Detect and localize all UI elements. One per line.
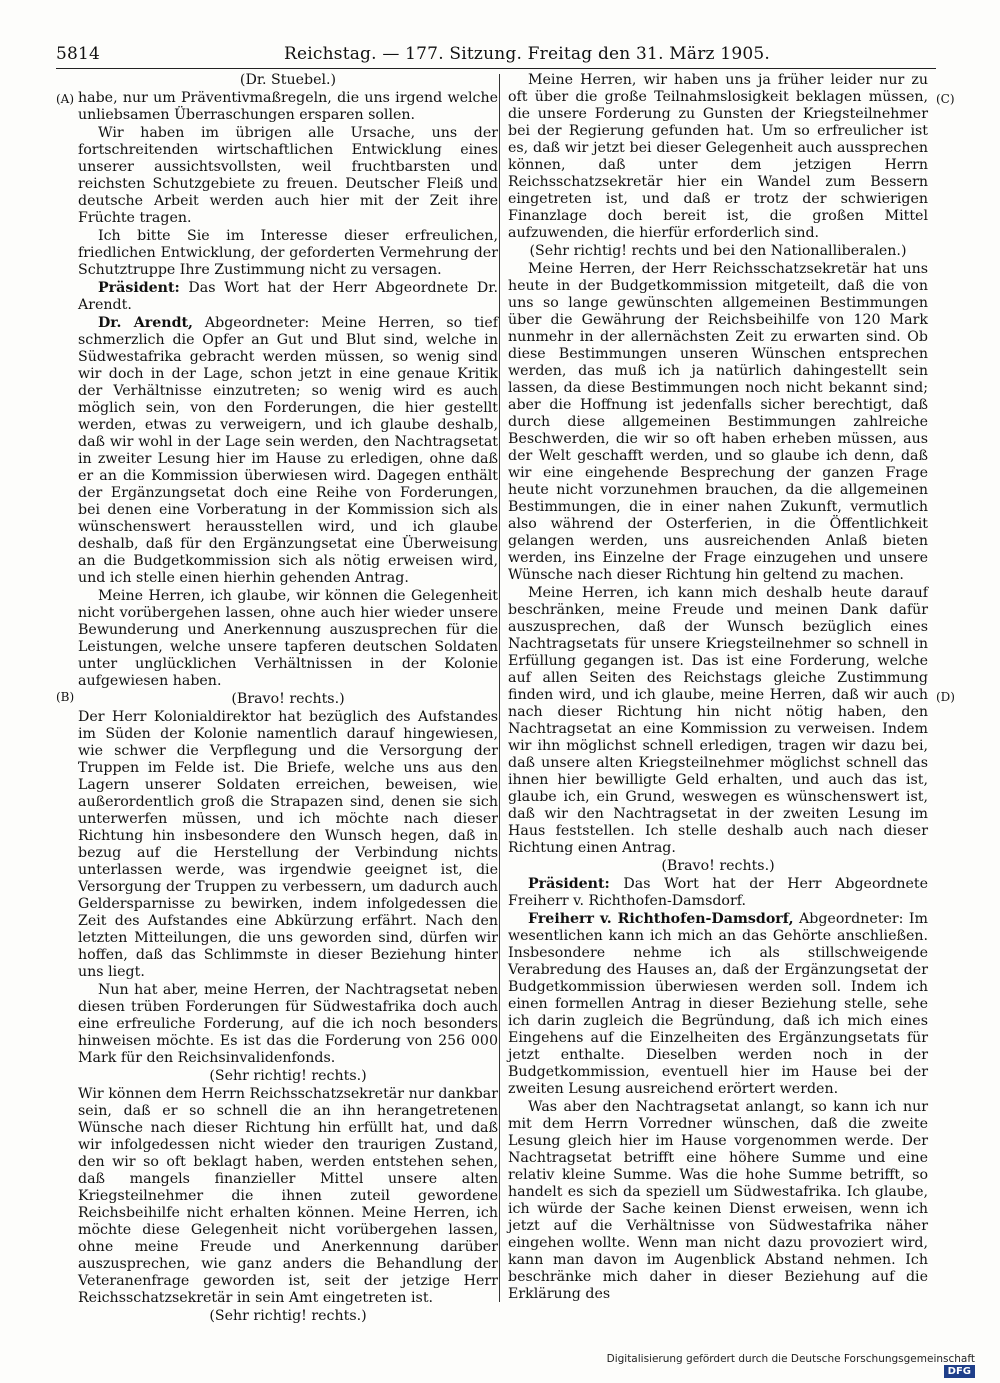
speaker-name: Dr. Arendt, [98, 315, 193, 331]
paragraph: Der Herr Kolonialdirektor hat bezüglich des Aufstandes im Süden der Kolonie namentlich darauf hingewiesen, wie schwer die Verpflegung und die Versorgung der Truppen im Felde ist. Die Briefe, welche uns aus den Lagern unserer Soldaten erreichen, beweisen, wie außerordentlich groß die Strapazen sind, denen sie sich unterwerfen müssen, und ich möchte nach dieser Richtung hin insbesondere den Wunsch hegen, daß in bezug auf die Herstellung der Verbindung nichts unterlassen werde, was irgendwie geeignet ist, die Versorgung der Truppen zu verbessern, um dadurch auch Geldersparnisse zu bewirken, indem infolgedessen die Zeit des Aufstandes eine Abkürzung erfährt. Nach den letzten Mitteilungen, die uns geworden sind, dürfen wir hoffen, daß das Schlimmste in dieser Beziehung hinter uns liegt. [78, 709, 498, 980]
column-divider [499, 74, 500, 1302]
paragraph: Meine Herren, der Herr Reichsschatzsekretär hat uns heute in der Budgetkommission mitgeteilt, daß die von uns so lange gewünschten allgemeinen Bestimmungen über die Gewährung der Reichsbeihilfe von 120 Mark nunmehr in der allernächsten Zeit zu erwarten sind. Ob diese Bestimmungen unseren Wünschen entsprechen werden, das muß ich ja natürlich dahingestellt sein lassen, da diese Bestimmungen noch nicht bekannt sind; aber die Hoffnung ist jedenfalls sicher berechtigt, daß durch diese allgemeinen Bestimmungen zahlreiche Beschwerden, die wir so oft haben erheben müssen, aus der Welt geschafft werden, und so glaube ich denn, daß wir eine eingehende Besprechung der ganzen Frage heute nicht vorzunehmen brauchen, da die allgemeinen Bestimmungen, die in einer nahen Zukunft, vermutlich also während der Osterferien, in die Öffentlichkeit gelangen werden, uns ausreichenden Anlaß bieten werden, ins Einzelne der Frage einzugehen und unsere Wünsche nach dieser Richtung hin geltend zu machen. [508, 261, 928, 583]
speech-text: Abgeordneter: Im wesentlichen kann ich mich an das Gehörte anschließen. Insbesondere nehme ich als stillschweigende Verabredung des Hauses an, daß der Ergänzungsetat der Budgetkommission überwiesen werden soll. Indem ich einen formellen Antrag in dieser Beziehung stelle, sehe ich darin zugleich die Begründung, daß ich mich eines Eingehens auf die Einzelheiten des Ergänzungsetats für jetzt enthalte. Dieselben werden noch in der Budgetkommission, eventuell hier im Hause bei der zweiten Lesung ausreichend erörtert werden. [508, 911, 928, 1097]
speech-paragraph [78, 315, 498, 587]
paragraph: Was aber den Nachtragsetat anlangt, so kann ich nur mit dem Herrn Vorredner wünschen, daß die zweite Lesung gleich hier im Hause vorgenommen werde. Der Nachtragsetat betrifft eine höhere Summe und eine relativ kleine Summe. Was die hohe Summe betrifft, so handelt es sich da speziell um Südwestafrika. Ich glaube, ich würde der Sache keinen Dienst erweisen, wenn ich jetzt auf die Verhältnisse von Südwestafrika näher eingehen wollte. Wenn man nicht dazu provoziert wird, kann man davon im Augenblick Abstand nehmen. Ich beschränke mich daher in dieser Beziehung auf die Erklärung des [508, 1099, 928, 1302]
paragraph: Meine Herren, ich glaube, wir können die Gelegenheit nicht vorübergehen lassen, ohne auch hier wieder unsere Bewunderung und Anerkennung auszusprechen für die Leistungen, welche unsere tapferen deutschen Soldaten unter unglücklichen Verhältnissen in der Kolonie aufgewiesen haben. [78, 588, 498, 689]
speaker-name: Präsident: [98, 280, 180, 296]
interjection: (Sehr richtig! rechts.) [209, 1308, 367, 1324]
speech-text: Das Wort hat der Herr Abgeordnete Dr. Arendt. [78, 280, 498, 313]
margin-marker-b: (B) [56, 690, 75, 704]
header-rule [56, 68, 936, 69]
speaker-name: Präsident: [528, 876, 610, 892]
left-column [78, 72, 498, 1324]
speech-paragraph [508, 876, 928, 910]
speech-paragraph [508, 911, 928, 1098]
interjection: (Bravo! rechts.) [231, 691, 345, 707]
interjection: (Dr. Stuebel.) [239, 72, 337, 88]
paragraph: Meine Herren, wir haben uns ja früher leider nur zu oft über die große Teilnahmslosigkeit beklagen müssen, die unsere Forderung zu Gunsten der Kriegsteilnehmer bei der Regierung gefunden hat. Um so erfreulicher ist es, daß wir jetzt bei dieser Gelegenheit auch aussprechen können, daß unter dem jetzigen Herrn Reichsschatzsekretär hier ein Wandel zum Bessern eingetreten ist, und daß er trotz der schwierigen Finanzlage doch bereit ist, die großen Mittel aufzuwenden, die hierfür erforderlich sind. [508, 72, 928, 241]
footer-credit: Digitalisierung gefördert durch die Deutsche Forschungsgemeinschaft [606, 1353, 975, 1365]
paragraph: Nun hat aber, meine Herren, der Nachtragsetat neben diesen trüben Forderungen für Südwestafrika doch auch eine erfreuliche Forderung, auf die ich noch besonders hinweisen möchte. Es ist das die Forderung von 256 000 Mark für den Reichsinvalidenfonds. [78, 982, 498, 1066]
margin-marker-c: (C) [936, 92, 955, 106]
interjection: (Sehr richtig! rechts und bei den Nationalliberalen.) [529, 243, 907, 259]
paragraph: Meine Herren, ich kann mich deshalb heute darauf beschränken, meine Freude und meinen Dank dafür auszusprechen, daß der Wunsch bezüglich eines Nachtragsetats für unsere Kriegsteilnehmer so schnell in Erfüllung gegangen ist. Das ist eine Forderung, welche auf allen Seiten des Reichstags gleiche Zustimmung finden wird, und ich glaube, meine Herren, daß wir auch nach dieser Richtung hin nicht nötig haben, den Nachtragsetat an eine Kommission zu verweisen. Indem wir ihn möglichst schnell erledigen, tragen wir dazu bei, daß unsere alten Kriegsteilnehmer möglichst schnell das ihnen hier bewilligte Geld erhalten, und auch das ist, glaube ich, ein Grund, weswegen es wünschenswert ist, daß wir den Nachtragsetat in der zweiten Lesung im Haus feststellen. Ich stelle deshalb auch nach dieser Richtung einen Antrag. [508, 585, 928, 856]
paragraph: Ich bitte Sie im Interesse dieser erfreulichen, friedlichen Entwicklung, der geforderten Vermehrung der Schutztruppe Ihre Zustimmung nicht zu versagen. [78, 228, 498, 278]
margin-marker-d: (D) [936, 690, 955, 704]
paragraph: habe, nur um Präventivmaßregeln, die uns irgend welche unliebsamen Überraschungen ersparen sollen. [78, 90, 498, 123]
dfg-logo: DFG [944, 1365, 975, 1378]
margin-marker-a: (A) [56, 92, 75, 106]
speaker-name: Freiherr v. Richthofen-Damsdorf, [528, 911, 794, 927]
interjection: (Sehr richtig! rechts.) [209, 1068, 367, 1084]
page-header [56, 44, 936, 70]
paragraph: Wir haben im übrigen alle Ursache, uns der fortschreitenden wirtschaftlichen Entwicklung eines unserer aussichtsvollsten, weil fruchtbarsten und reichsten Schutzgebiete zu freuen. Deutscher Fleiß und deutsche Arbeit werden auch hier mit der Zeit ihre Früchte tragen. [78, 125, 498, 226]
page-title: Reichstag. — 177. Sitzung. Freitag den 31. März 1905. [284, 44, 770, 64]
speech-text: Das Wort hat der Herr Abgeordnete Freiherr v. Richthofen-Damsdorf. [508, 876, 928, 909]
paragraph: Wir können dem Herrn Reichsschatzsekretär nur dankbar sein, daß er so schnell die an ihn herangetretenen Wünsche nach dieser Richtung hin erfüllt hat, und daß wir infolgedessen nicht wieder den traurigen Zustand, den wir so oft beklagt haben, werden entstehen sehen, daß mangels finanzieller Mittel unsere alten Kriegsteilnehmer die ihnen zuteil gewordene Reichsbeihilfe nicht erhalten können. Meine Herren, ich möchte diese Gelegenheit nicht vorübergehen lassen, ohne meine Freude und Anerkennung darüber auszusprechen, wie ganz anders die Behandlung der Veteranenfrage geworden ist, seit der jetzige Herr Reichsschatzsekretär in sein Amt eingetreten ist. [78, 1086, 498, 1306]
speech-paragraph [78, 280, 498, 314]
right-column [508, 72, 928, 1302]
interjection: (Bravo! rechts.) [661, 858, 775, 874]
speech-text: Abgeordneter: Meine Herren, so tief schmerzlich die Opfer an Gut und Blut sind, welche in Südwestafrika gebracht werden müssen, so wenig sind wir doch in der Lage, schon jetzt in eine genaue Kritik der Verhältnisse einzutreten; so wenig wird es auch möglich sein, von den Forderungen, die hier gestellt werden, etwas zu verweigern, und ich glaube deshalb, daß wir wohl in der Lage sein werden, den Nachtragsetat in zweiter Lesung hier im Hause zu erledigen, ohne daß er an die Kommission überwiesen wird. Dagegen enthält der Ergänzungsetat doch eine Reihe von Forderungen, bei denen eine Vorberatung in der Kommission sich als wünschenswert herausstellen wird, und ich glaube deshalb, daß für den Ergänzungsetat eine Überweisung an die Budgetkommission sich als nötig erweisen wird, und ich stelle einen hierhin gehenden Antrag. [78, 315, 498, 586]
footer [575, 1353, 975, 1377]
page-number: 5814 [56, 44, 101, 64]
